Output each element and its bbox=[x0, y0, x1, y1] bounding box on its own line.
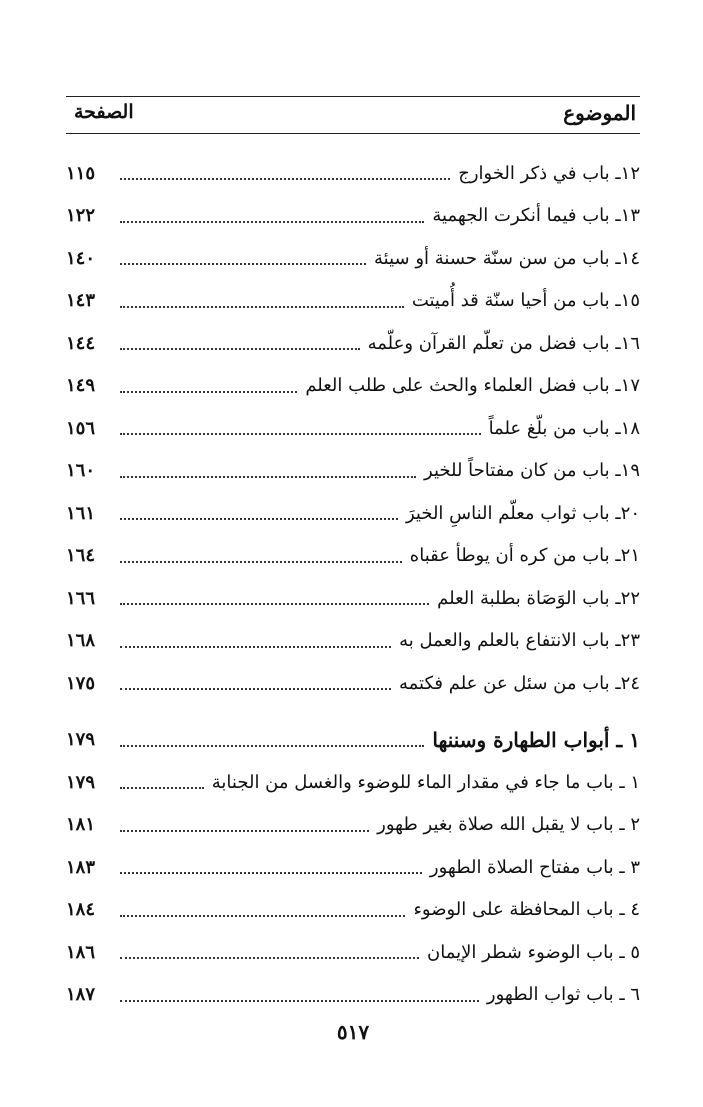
page-column-label: الصفحة bbox=[74, 101, 134, 123]
dot-leader bbox=[120, 745, 424, 747]
toc-entry bbox=[66, 974, 640, 1017]
entry-title: ٦ ـ باب ثواب الطهور bbox=[486, 984, 640, 1006]
toc-entry bbox=[66, 280, 640, 323]
toc-entry bbox=[66, 407, 640, 450]
topic-column-label: الموضوع bbox=[563, 101, 636, 125]
toc-entry bbox=[66, 577, 640, 620]
toc-list bbox=[66, 152, 640, 1016]
toc-entry bbox=[66, 761, 640, 804]
toc-entry bbox=[66, 931, 640, 974]
toc-entry bbox=[66, 492, 640, 535]
dot-leader bbox=[120, 221, 424, 223]
entry-title: ٢١ـ باب من كره أن يوطأ عقباه bbox=[409, 545, 640, 567]
entry-page: ١٧٥ bbox=[66, 672, 96, 694]
entry-page: ١٨١ bbox=[66, 814, 96, 836]
dot-leader bbox=[120, 391, 297, 393]
dot-leader bbox=[120, 787, 204, 789]
dot-leader bbox=[120, 603, 429, 605]
entry-page: ١٦٦ bbox=[66, 587, 96, 609]
toc-page bbox=[66, 0, 640, 1107]
entry-title: ٥ ـ باب الوضوء شطر الإيمان bbox=[427, 941, 640, 963]
dot-leader bbox=[120, 348, 360, 350]
entry-page: ١٥٦ bbox=[66, 417, 96, 439]
entry-title: ١٥ـ باب من أحيا سنّة قد أُميتت bbox=[411, 290, 640, 312]
section-title: ١ ـ أبواب الطهارة وسننها bbox=[432, 727, 640, 752]
dot-leader bbox=[120, 476, 416, 478]
entry-title: ٤ ـ باب المحافظة على الوضوء bbox=[413, 899, 640, 921]
entry-title: ٢٢ـ باب الوَصَاة بطلبة العلم bbox=[437, 587, 640, 609]
entry-page: ١٦٠ bbox=[66, 460, 96, 482]
toc-entry bbox=[66, 237, 640, 280]
toc-entry bbox=[66, 846, 640, 889]
toc-entry bbox=[66, 450, 640, 493]
entry-page: ١٨٣ bbox=[66, 856, 96, 878]
entry-title: ٢٣ـ باب الانتفاع بالعلم والعمل به bbox=[399, 630, 640, 652]
toc-entry bbox=[66, 195, 640, 238]
entry-page: ١٦١ bbox=[66, 502, 96, 524]
entry-page: ١٨٧ bbox=[66, 984, 96, 1006]
entry-page: ١٨٦ bbox=[66, 941, 96, 963]
dot-leader bbox=[120, 518, 398, 520]
entry-title: ١٢ـ باب في ذكر الخوارج bbox=[458, 162, 640, 184]
entry-title: ٣ ـ باب مفتاح الصلاة الطهور bbox=[429, 856, 640, 878]
entry-page: ١٤٩ bbox=[66, 375, 96, 397]
entry-title: ٢٠ـ باب ثواب معلّم الناسِ الخيرَ bbox=[405, 502, 640, 524]
entry-title: ١٨ـ باب من بلّغ علماً bbox=[488, 417, 640, 439]
entry-page: ١١٥ bbox=[66, 162, 96, 184]
entry-page: ١٢٢ bbox=[66, 205, 96, 227]
entry-title: ٢ ـ باب لا يقبل الله صلاة بغير طهور bbox=[377, 814, 640, 836]
entry-page: ١٨٤ bbox=[66, 899, 96, 921]
dot-leader bbox=[120, 872, 422, 874]
page-number: ٥١٧ bbox=[336, 1020, 370, 1044]
entry-title: ١ ـ باب ما جاء في مقدار الماء للوضوء والغسل من الجنابة bbox=[211, 771, 640, 793]
dot-leader bbox=[120, 646, 391, 648]
dot-leader bbox=[120, 830, 369, 832]
dot-leader bbox=[120, 915, 405, 917]
toc-entry bbox=[66, 365, 640, 408]
entry-page: ١٦٨ bbox=[66, 630, 96, 652]
entry-page: ١٤٠ bbox=[66, 247, 96, 269]
toc-entry bbox=[66, 152, 640, 195]
dot-leader bbox=[120, 561, 402, 563]
entry-page: ١٤٤ bbox=[66, 332, 96, 354]
toc-entry bbox=[66, 535, 640, 578]
entry-title: ١٦ـ باب فضل من تعلّم القرآن وعلّمه bbox=[367, 332, 640, 354]
dot-leader bbox=[120, 688, 391, 690]
toc-entry bbox=[66, 889, 640, 932]
entry-page: ١٦٤ bbox=[66, 545, 96, 567]
dot-leader bbox=[120, 1000, 479, 1002]
dot-leader bbox=[120, 957, 419, 959]
dot-leader bbox=[120, 306, 404, 308]
toc-entry bbox=[66, 804, 640, 847]
entry-page: ١٧٩ bbox=[66, 771, 96, 793]
entry-title: ١٩ـ باب من كان مفتاحاً للخير bbox=[424, 460, 640, 482]
toc-entry bbox=[66, 322, 640, 365]
entry-page: ١٤٣ bbox=[66, 290, 96, 312]
toc-section-heading bbox=[66, 719, 640, 762]
entry-title: ١٧ـ باب فضل العلماء والحث على طلب العلم bbox=[305, 375, 640, 397]
toc-entry bbox=[66, 662, 640, 705]
toc-header bbox=[66, 96, 640, 134]
entry-page: ١٧٩ bbox=[66, 729, 96, 751]
dot-leader bbox=[120, 178, 450, 180]
toc-entry bbox=[66, 620, 640, 663]
entry-title: ١٤ـ باب من سن سنّة حسنة أو سيئة bbox=[374, 247, 640, 269]
dot-leader bbox=[120, 433, 481, 435]
entry-title: ١٣ـ باب فيما أنكرت الجهمية bbox=[432, 205, 640, 227]
dot-leader bbox=[120, 263, 366, 265]
entry-title: ٢٤ـ باب من سئل عن علم فكتمه bbox=[398, 672, 640, 694]
